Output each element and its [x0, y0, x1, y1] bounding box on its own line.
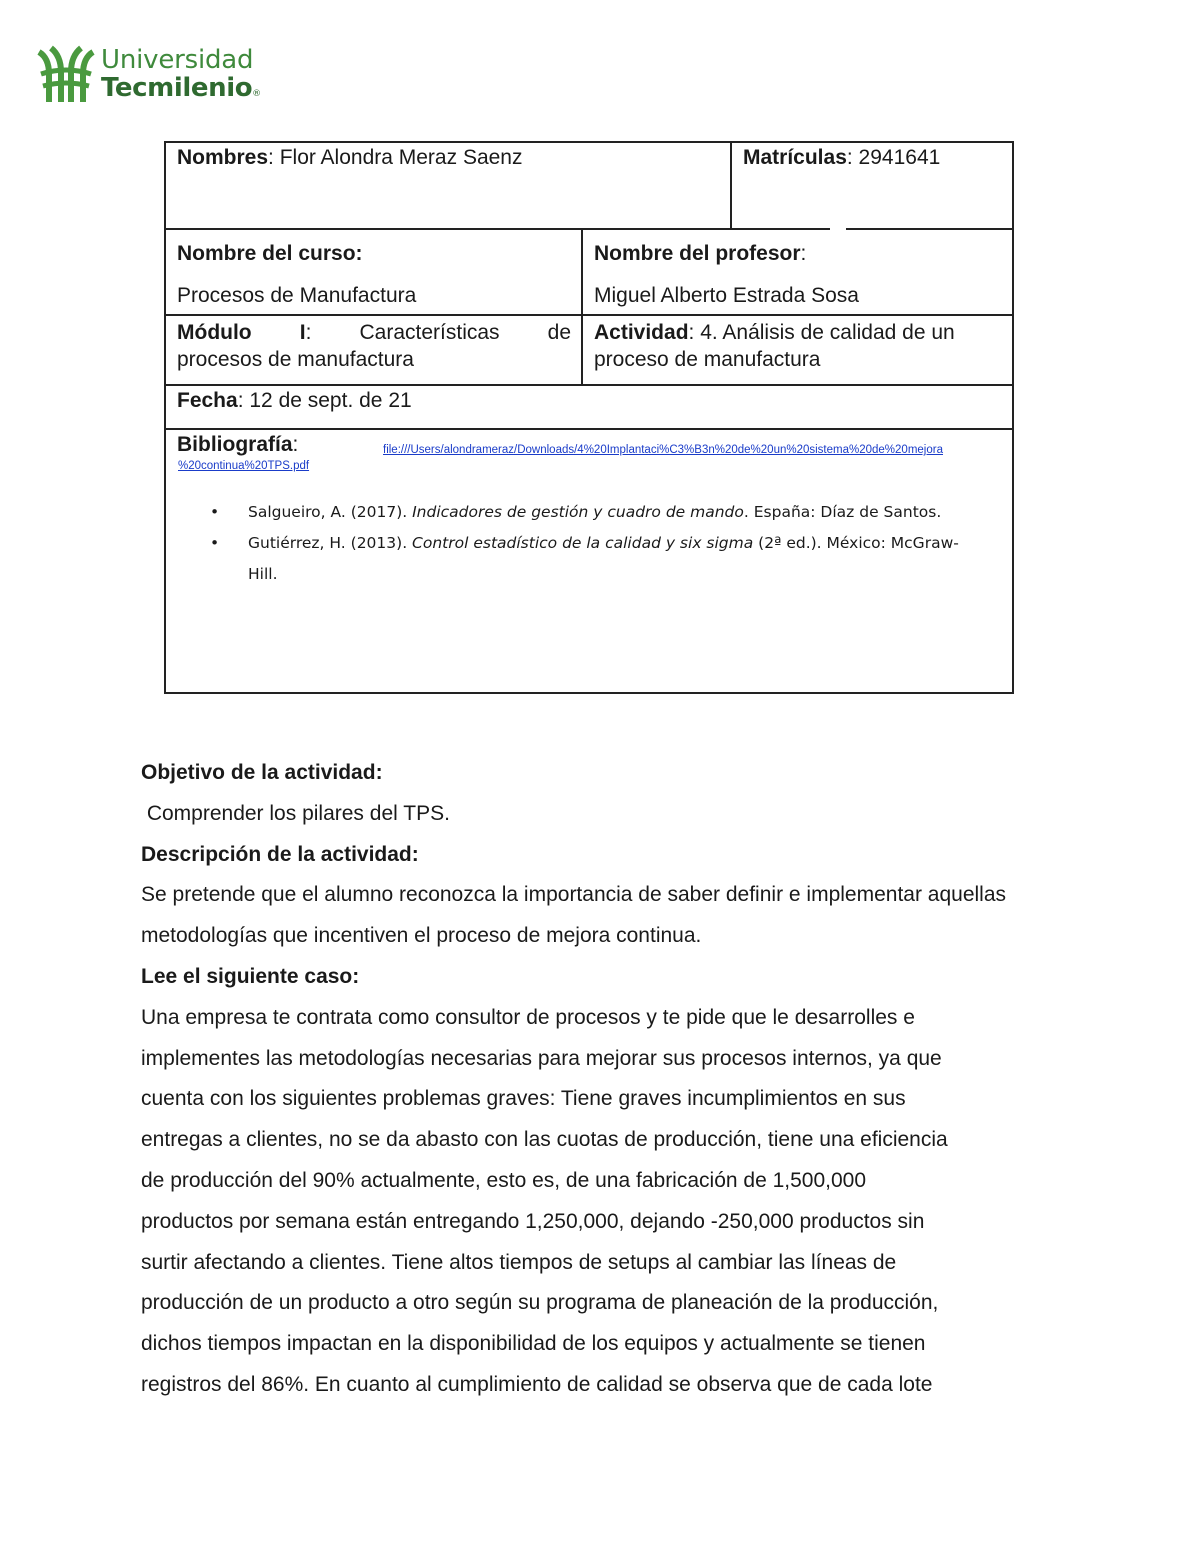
logo-university-text: Universidad: [101, 45, 254, 75]
profesor-value: Miguel Alberto Estrada Sosa: [594, 284, 859, 307]
curso-value: Procesos de Manufactura: [177, 284, 417, 307]
fecha-value: : 12 de sept. de 21: [237, 389, 412, 412]
caso-line: entregas a clientes, no se da abasto con las cuotas de producción, tiene una eficiencia: [141, 1128, 948, 1152]
logo-tecmilenio-text: Tecmilenio®: [101, 73, 261, 103]
modulo-cell: [166, 319, 582, 373]
profesor-cell: [583, 233, 1013, 317]
activity-body: [141, 753, 1061, 1406]
list-item: • Salgueiro, A. (2017). Indicadores de gestión y cuadro de mando. España: Díaz de Santos.: [210, 497, 970, 528]
caso-line: de producción del 90% actualmente, esto es, de una fabricación de 1,500,000: [141, 1168, 867, 1192]
bibliografia-link-line2[interactable]: %20continua%20TPS.pdf: [178, 460, 310, 472]
matriculas-value: : 2941641: [846, 146, 941, 169]
caso-line: surtir afectando a clientes. Tiene altos tiempos de setups al cambiar las líneas de: [141, 1250, 897, 1274]
nombres-cell: [166, 146, 732, 170]
divider: [166, 428, 1012, 430]
actividad-line2: proceso de manufactura: [594, 348, 821, 371]
objetivo-text: Comprender los pilares del TPS.: [141, 801, 450, 825]
profesor-label: Nombre del profesor:: [594, 242, 807, 265]
caso-heading: Lee el siguiente caso:: [141, 964, 360, 988]
modulo-line2: procesos de manufactura: [177, 348, 414, 371]
caso-line: implementes las metodologías necesarias para mejorar sus procesos internos, ya que: [141, 1046, 942, 1070]
caso-line: productos por semana están entregando 1,250,000, dejando -250,000 productos sin: [141, 1209, 925, 1233]
fecha-cell: [166, 389, 1012, 413]
divider-gap: [830, 227, 846, 231]
bibliografia-link-line1[interactable]: file:///Users/alondrameraz/Downloads/4%20Implantaci%C3%B3n%20de%20un%20sistema%20de%20mejora: [383, 444, 943, 456]
caso-line: registros del 86%. En cuanto al cumplimiento de calidad se observa que de cada lote: [141, 1372, 933, 1396]
divider: [730, 143, 732, 229]
bibliografia-label: Bibliografía: [177, 433, 293, 456]
caso-line: Una empresa te contrata como consultor de procesos y te pide que le desarrolles e: [141, 1005, 915, 1029]
caso-line: cuenta con los siguientes problemas graves: Tiene graves incumplimientos en sus: [141, 1087, 906, 1111]
objetivo-heading: Objetivo de la actividad:: [141, 761, 383, 784]
list-item: • Gutiérrez, H. (2013). Control estadístico de la calidad y six sigma (2ª ed.). México: McGraw-Hill.: [210, 528, 970, 590]
descripcion-heading: Descripción de la actividad:: [141, 842, 419, 866]
student-info-table: [164, 141, 1014, 694]
tecmilenio-logo-icon: [37, 44, 95, 104]
fecha-label: Fecha: [177, 389, 238, 412]
university-logo: [37, 44, 261, 104]
curso-label: Nombre del curso:: [177, 242, 363, 265]
divider: [166, 314, 1012, 316]
nombres-label: Nombres: [177, 146, 269, 169]
actividad-line1: Actividad: 4. Análisis de calidad de un: [594, 321, 955, 344]
nombres-value: : Flor Alondra Meraz Saenz: [268, 146, 523, 169]
curso-cell: [166, 233, 582, 317]
references-list: [210, 497, 970, 590]
divider: [166, 228, 1012, 230]
matriculas-cell: [732, 146, 1012, 170]
modulo-line1: Módulo I: Características de: [177, 321, 571, 344]
registered-mark: ®: [252, 89, 261, 99]
caso-line: dichos tiempos impactan en la disponibilidad de los equipos y actualmente se tienen: [141, 1332, 926, 1356]
bibliografia-cell: Bibliografía:: [177, 433, 299, 456]
divider: [166, 384, 1012, 386]
actividad-cell: [583, 319, 1013, 373]
descripcion-text: Se pretende que el alumno reconozca la importancia de saber definir e implementar aquellas metodologías que incentiven el proceso de mejora continua.: [141, 883, 1007, 948]
caso-line: producción de un producto a otro según su programa de planeación de la producción,: [141, 1291, 939, 1315]
matriculas-label: Matrículas: [743, 146, 847, 169]
